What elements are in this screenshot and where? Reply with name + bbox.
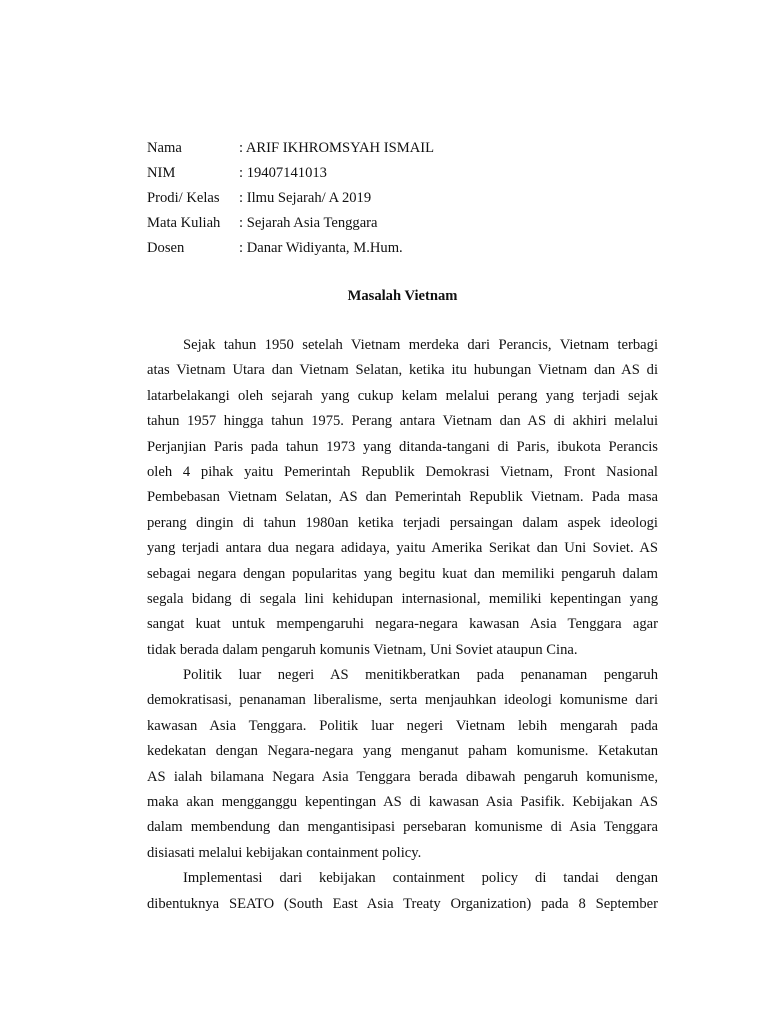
paragraph-line: latarbelakangi oleh sejarah yang cukup kelam melalui perang yang terjadi sejak	[147, 387, 658, 404]
paragraph-line: segala bidang di segala lini kehidupan internasional, memiliki kepentingan yang	[147, 590, 658, 607]
paragraph-line: sebagai negara dengan popularitas yang begitu kuat dan memiliki pengaruh dalam	[147, 565, 658, 582]
paragraph-line: Politik luar negeri AS menitikberatkan pada penanaman pengaruh	[183, 667, 658, 684]
info-label: Dosen	[147, 240, 185, 256]
info-label: Prodi/ Kelas	[147, 190, 220, 206]
paragraph-line: Perjanjian Paris pada tahun 1973 yang ditanda-tangani di Paris, ibukota Perancis	[147, 438, 658, 455]
paragraph-line: dalam membendung dan mengantisipasi persebaran komunisme di Asia Tenggara	[147, 819, 658, 836]
info-row	[147, 236, 658, 261]
info-value: : Sejarah Asia Tenggara	[239, 215, 378, 231]
paragraph-line: dibentuknya SEATO (South East Asia Treaty Organization) pada 8 September	[147, 895, 658, 912]
paragraph-line: AS ialah bilamana Negara Asia Tenggara berada dibawah pengaruh komunisme,	[147, 768, 658, 785]
document-body	[147, 333, 658, 917]
paragraph-line: oleh 4 pihak yaitu Pemerintah Republik Demokrasi Vietnam, Front Nasional	[147, 463, 658, 480]
paragraph-line: perang dingin di tahun 1980an ketika terjadi persaingan dalam aspek ideologi	[147, 514, 658, 531]
document-page	[147, 136, 658, 917]
paragraph-line: tidak berada dalam pengaruh komunis Vietnam, Uni Soviet ataupun Cina.	[147, 641, 578, 658]
info-value: : ARIF IKHROMSYAH ISMAIL	[239, 140, 435, 156]
paragraph-line: yang terjadi antara dua negara adidaya, yaitu Amerika Serikat dan Uni Soviet. AS	[147, 540, 658, 557]
body-paragraph	[147, 333, 658, 663]
paragraph-line: Sejak tahun 1950 setelah Vietnam merdeka dari Perancis, Vietnam terbagi	[183, 337, 658, 353]
paragraph-line: demokratisasi, penanaman liberalisme, serta menjauhkan ideologi komunisme dari	[147, 692, 658, 709]
info-label: NIM	[147, 165, 176, 181]
info-label: Nama	[147, 140, 182, 156]
info-row	[147, 186, 658, 211]
info-value: : Ilmu Sejarah/ A 2019	[239, 190, 372, 206]
document-title: Masalah Vietnam	[347, 288, 458, 304]
paragraph-line: Pembebasan Vietnam Selatan, AS dan Pemerintah Republik Vietnam. Pada masa	[147, 489, 658, 506]
body-paragraph	[147, 866, 658, 917]
info-row	[147, 161, 658, 186]
info-value: : 19407141013	[239, 165, 327, 181]
body-paragraph	[147, 663, 658, 866]
info-value: : Danar Widiyanta, M.Hum.	[239, 240, 403, 256]
paragraph-line: Implementasi dari kebijakan containment policy di tandai dengan	[183, 870, 658, 887]
paragraph-line: maka akan mengganggu kepentingan AS di kawasan Asia Pasifik. Kebijakan AS	[147, 794, 658, 811]
info-label: Mata Kuliah	[147, 215, 221, 231]
student-info-table	[147, 136, 658, 261]
paragraph-line: disiasati melalui kebijakan containment policy.	[147, 844, 422, 861]
paragraph-line: kawasan Asia Tenggara. Politik luar negeri Vietnam lebih mengarah pada	[147, 717, 658, 734]
paragraph-line: sangat kuat untuk mempengaruhi negara-negara kawasan Asia Tenggara agar	[147, 616, 658, 633]
info-row	[147, 211, 658, 236]
paragraph-line: atas Vietnam Utara dan Vietnam Selatan, ketika itu hubungan Vietnam dan AS di	[147, 362, 658, 379]
info-row	[147, 136, 658, 161]
paragraph-line: kedekatan dengan Negara-negara yang menganut paham komunisme. Ketakutan	[147, 743, 658, 760]
paragraph-line: tahun 1957 hingga tahun 1975. Perang antara Vietnam dan AS di akhiri melalui	[147, 413, 658, 430]
